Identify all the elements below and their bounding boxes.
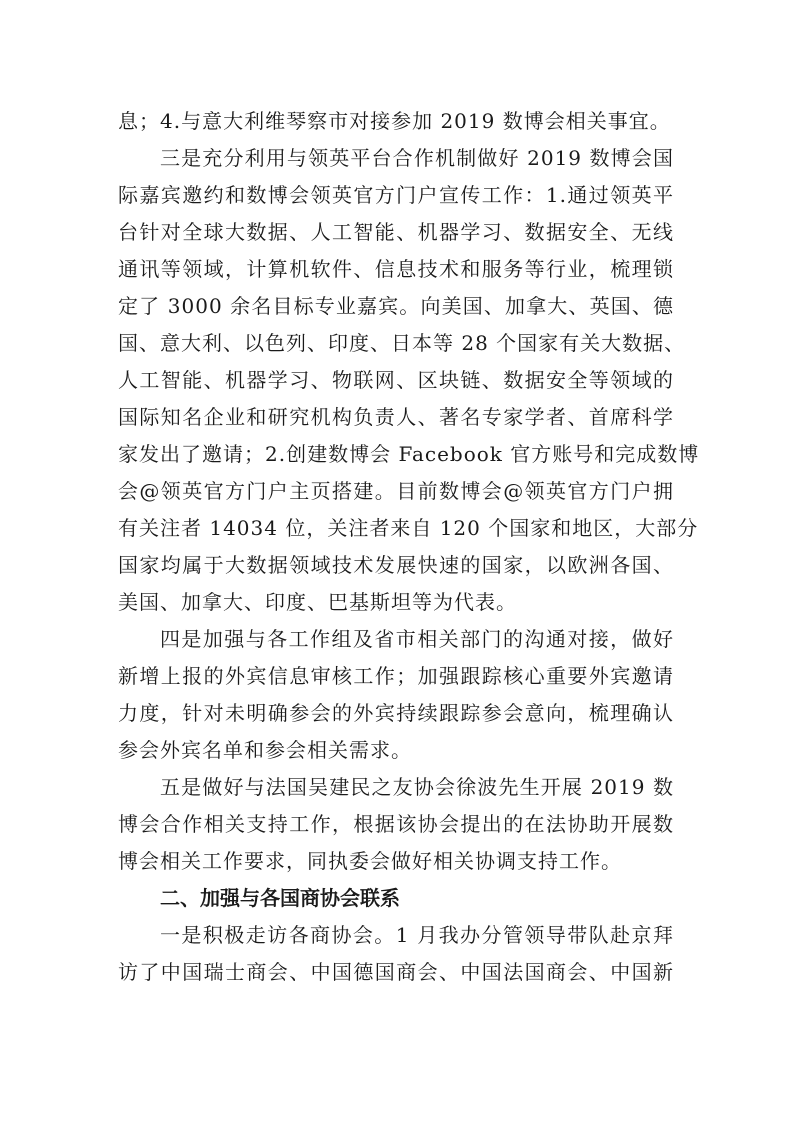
text-line: 有关注者 14034 位，关注者来自 120 个国家和地区，大部分 xyxy=(118,516,699,540)
text-line: 国家均属于大数据领域技术发展快速的国家，以欧洲各国、 xyxy=(118,553,674,577)
text-line: 定了 3000 余名目标专业嘉宾。向美国、加拿大、英国、德 xyxy=(118,294,674,318)
text-line: 台针对全球大数据、人工智能、机器学习、数据安全、无线 xyxy=(118,220,674,244)
text-line: 国际知名企业和研究机构负责人、著名专家学者、首席科学 xyxy=(118,405,674,429)
text-line: 会@领英官方门户主页搭建。目前数博会@领英官方门户拥 xyxy=(118,479,674,503)
text-line: 通讯等领域，计算机软件、信息技术和服务等行业，梳理锁 xyxy=(118,257,674,281)
text-line: 新增上报的外宾信息审核工作；加强跟踪核心重要外宾邀请 xyxy=(118,664,674,688)
text-line: 国、意大利、以色列、印度、日本等 28 个国家有关大数据、 xyxy=(118,331,686,355)
text-line: 息；4.与意大利维琴察市对接参加 2019 数博会相关事宜。 xyxy=(118,109,671,133)
text-line: 三是充分利用与领英平台合作机制做好 2019 数博会国 xyxy=(160,146,674,170)
text-line: 力度，针对未明确参会的外宾持续跟踪参会意向，梳理确认 xyxy=(118,701,674,725)
text-line: 参会外宾名单和参会相关需求。 xyxy=(118,738,412,762)
text-line: 五是做好与法国吴建民之友协会徐波先生开展 2019 数 xyxy=(160,775,674,799)
text-line: 美国、加拿大、印度、巴基斯坦等为代表。 xyxy=(118,590,517,614)
text-line: 博会相关工作要求，同执委会做好相关协调支持工作。 xyxy=(118,849,622,873)
text-line: 四是加强与各工作组及省市相关部门的沟通对接，做好 xyxy=(160,627,674,651)
text-line: 家发出了邀请；2.创建数博会 Facebook 官方账号和完成数博 xyxy=(118,442,700,466)
text-line: 人工智能、机器学习、物联网、区块链、数据安全等领域的 xyxy=(118,368,674,392)
text-line: 一是积极走访各商协会。1 月我办分管领导带队赴京拜 xyxy=(160,923,674,947)
section-heading: 二、加强与各国商协会联系 xyxy=(160,886,400,910)
text-line: 访了中国瑞士商会、中国德国商会、中国法国商会、中国新 xyxy=(118,960,674,984)
text-line: 博会合作相关支持工作，根据该协会提出的在法协助开展数 xyxy=(118,812,674,836)
document-page xyxy=(118,103,700,991)
text-line: 际嘉宾邀约和数博会领英官方门户宣传工作：1.通过领英平 xyxy=(118,183,674,207)
